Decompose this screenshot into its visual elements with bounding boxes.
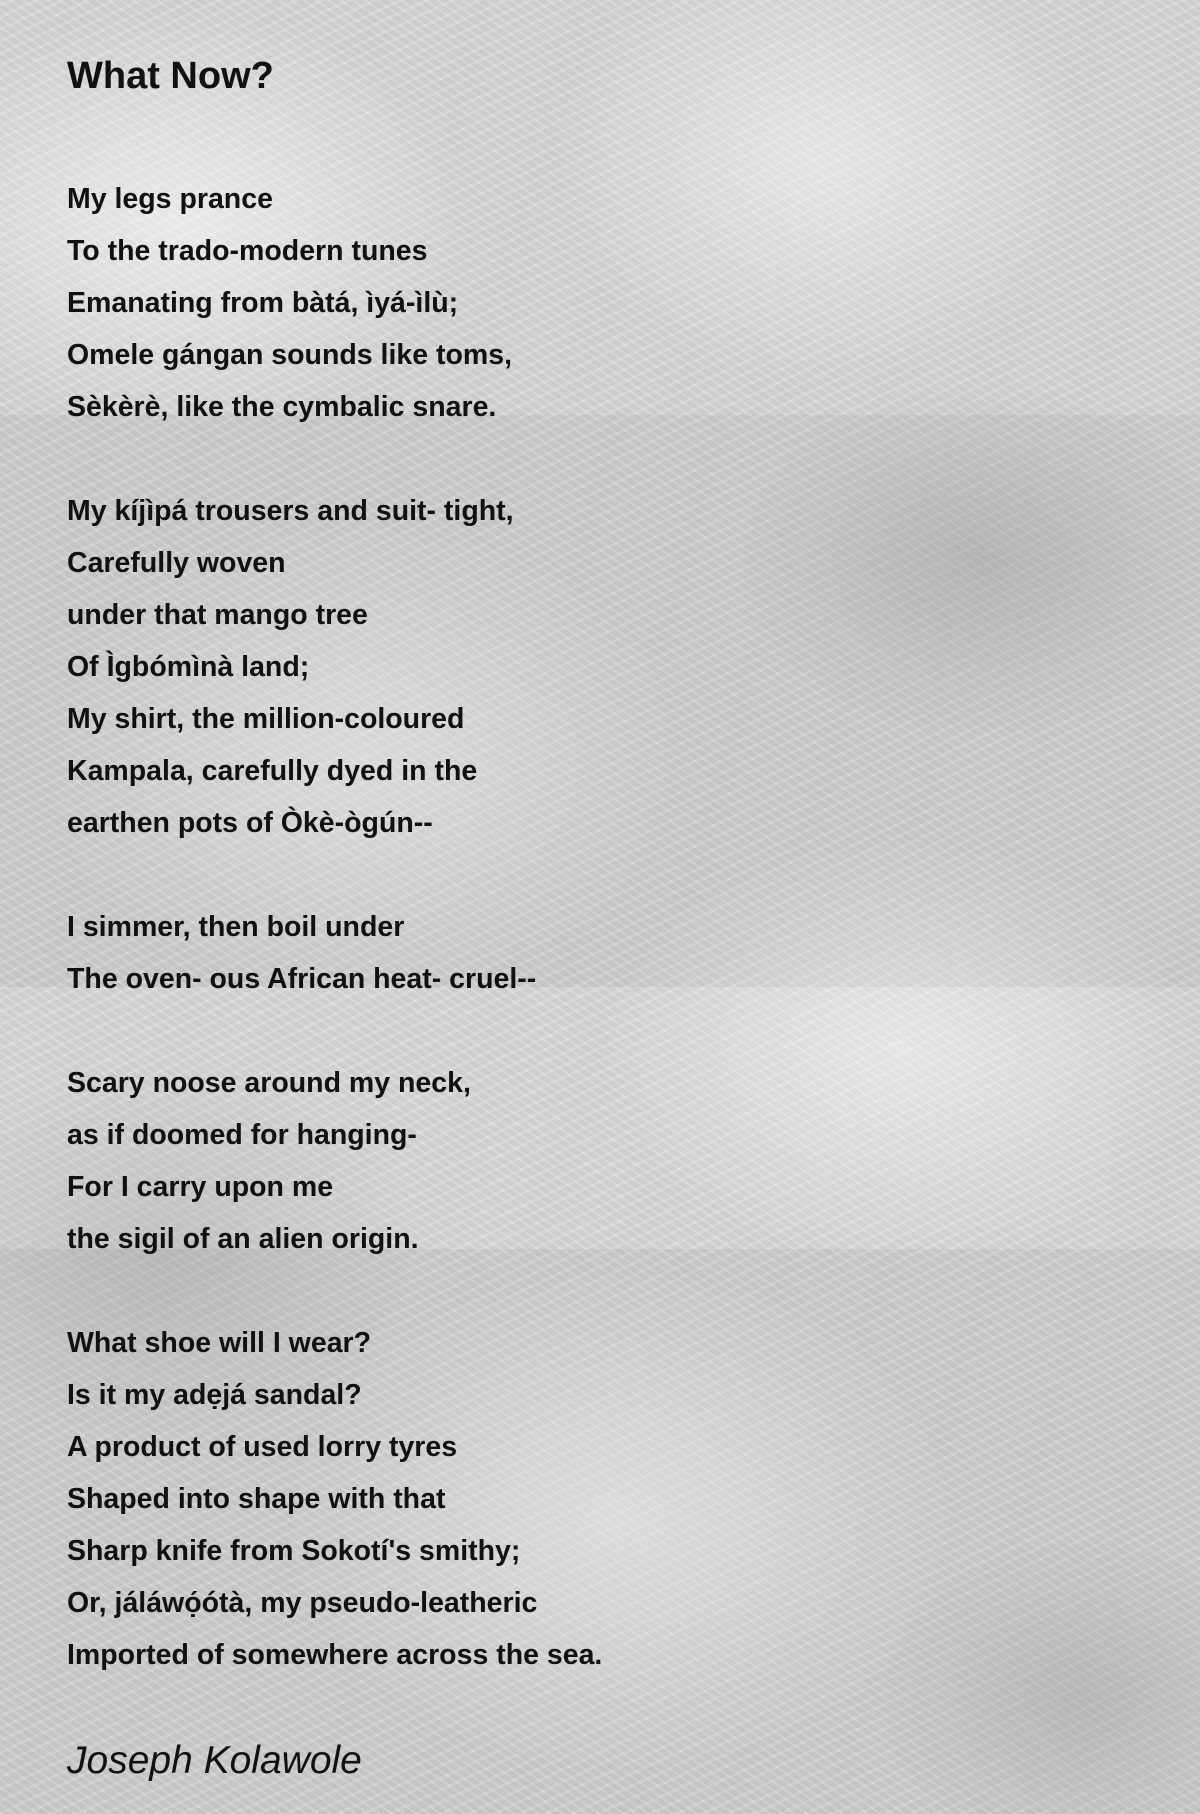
poem-line: I simmer, then boil under (67, 911, 405, 943)
stanza-break (67, 433, 1127, 485)
poem-line: as if doomed for hanging- (67, 1119, 417, 1151)
poem-line: My legs prance (67, 183, 273, 215)
poem-line: Shaped into shape with that (67, 1483, 446, 1515)
poem-line: To the trado-modern tunes (67, 235, 428, 267)
poem-line: Sharp knife from Sokotí's smithy; (67, 1535, 521, 1567)
poem-line: My shirt, the million-coloured (67, 703, 465, 735)
poem-line: under that mango tree (67, 599, 368, 631)
poem-line: Sèkèrè, like the cymbalic snare. (67, 391, 497, 423)
poem-line: Kampala, carefully dyed in the (67, 755, 478, 787)
poem-title: What Now? (67, 55, 274, 97)
poem-line: Emanating from bàtá, ìyá-ìlù; (67, 287, 459, 319)
poem-line: What shoe will I wear? (67, 1327, 372, 1359)
poem-line: Of Ìgbómìnà land; (67, 651, 310, 683)
poem-line: Omele gángan sounds like toms, (67, 339, 513, 371)
poem-container (67, 46, 1127, 1789)
poem-line: The oven- ous African heat- cruel-- (67, 963, 537, 995)
poem-line: Scary noose around my neck, (67, 1067, 471, 1099)
poem-line: Or, jáláwọ́ótà, my pseudo-leatheric (67, 1587, 538, 1619)
poem-line: My kíjìpá trousers and suit- tight, (67, 495, 514, 527)
poem-line: earthen pots of Òkè-ògún-- (67, 807, 433, 839)
poem-line: For I carry upon me (67, 1171, 334, 1203)
poem-line: Imported of somewhere across the sea. (67, 1639, 603, 1671)
poem-body (67, 173, 1127, 1681)
stanza-break (67, 1265, 1127, 1317)
poem-line: Carefully woven (67, 547, 286, 579)
stanza-break (67, 849, 1127, 901)
poem-author: Joseph Kolawole (67, 1739, 362, 1782)
poem-line: Is it my adẹjá sandal? (67, 1379, 362, 1411)
stanza-break (67, 1005, 1127, 1057)
poem-line: A product of used lorry tyres (67, 1431, 458, 1463)
poem-line: the sigil of an alien origin. (67, 1223, 419, 1255)
